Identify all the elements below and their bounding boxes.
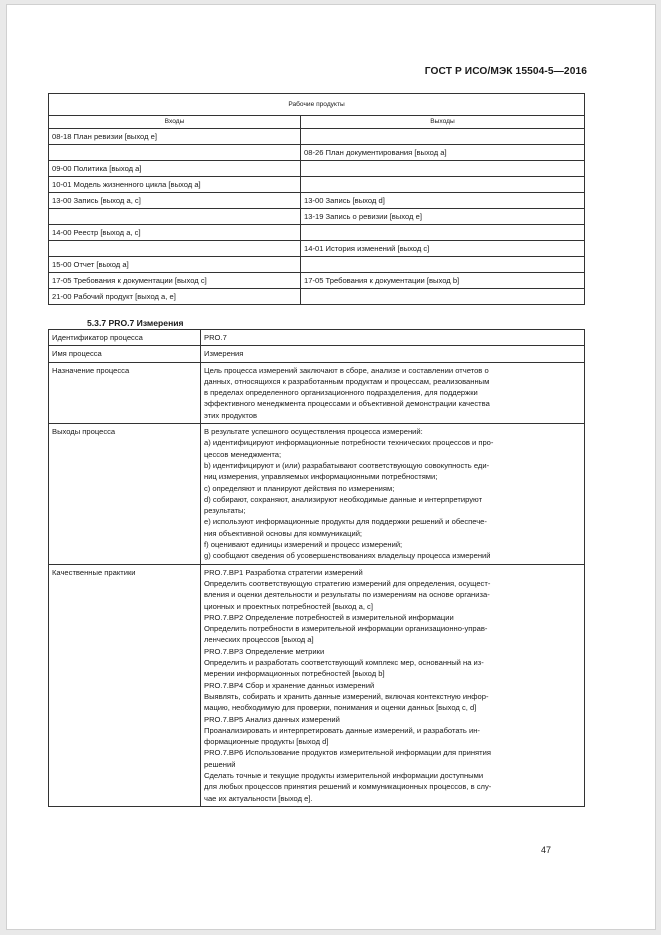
column-header-inputs: Входы: [49, 116, 301, 129]
table-row: [49, 257, 585, 273]
table-title-row: [49, 94, 585, 116]
text-line: ниц измерения, управляемых информационными потребностями;: [204, 472, 438, 482]
input-cell: 21-00 Рабочий продукт [выход a, e]: [49, 289, 301, 305]
input-cell: 14-00 Реестр [выход a, c]: [49, 225, 301, 241]
output-cell: [301, 129, 585, 145]
output-cell: [301, 177, 585, 193]
text-line: результаты;: [204, 506, 246, 516]
input-cell: 17-05 Требования к документации [выход c]: [49, 273, 301, 289]
document-page: [6, 4, 656, 930]
text-line: Проанализировать и интерпретировать данные измерений, и разработать ин-: [204, 725, 480, 735]
table-row: [49, 273, 585, 289]
text-line: Выявлять, собирать и хранить данные измерений, включая контекстную инфор-: [204, 691, 489, 701]
column-header-outputs: Выходы: [301, 116, 585, 129]
process-purpose-row: [49, 362, 585, 423]
text-line: c) определяют и планируют действия по измерениям;: [204, 483, 395, 493]
text-line: e) используют информационные продукты для поддержки решений и обеспече-: [204, 517, 487, 527]
text-line: в пределах определенного организационного подразделения, для поддержки: [204, 388, 478, 398]
process-practices-text: [201, 564, 585, 806]
text-line: вления и оценки деятельности и результаты по измерениям на основе организа-: [204, 590, 490, 600]
input-cell: 08-18 План ревизии [выход e]: [49, 129, 301, 145]
text-line: a) идентифицируют информационные потребности технических процессов и про-: [204, 438, 494, 448]
process-table: [48, 329, 585, 807]
process-outcomes-row: [49, 424, 585, 565]
table-row: [49, 145, 585, 161]
process-practices-row: [49, 564, 585, 806]
process-outcomes-label: Выходы процесса: [49, 424, 201, 565]
text-line: этих продуктов: [204, 410, 258, 420]
text-line: данных, относящихся к разработанным продуктам и процессам, реализованным: [204, 376, 490, 386]
table-row: [49, 209, 585, 225]
page-number: 47: [541, 845, 552, 855]
table-row: [49, 241, 585, 257]
text-line: мацию, необходимую для проверки, понимания и оценки данных [выход c, d]: [204, 703, 477, 713]
text-line: f) оценивают единицы измерений и процесс измерений;: [204, 540, 403, 550]
process-purpose-text: [201, 362, 585, 423]
text-line: эффективного менеджмента процессами и объективной демонстрации качества: [204, 399, 490, 409]
output-cell: [301, 225, 585, 241]
table-row: [49, 289, 585, 305]
text-line: PRO.7.BP6 Использование продуктов измерительной информации для принятия: [204, 748, 491, 758]
input-cell: 10-01 Модель жизненного цикла [выход a]: [49, 177, 301, 193]
text-line: Определить соответствующую стратегию измерений для определения, осущест-: [204, 578, 491, 588]
output-cell: [301, 289, 585, 305]
input-cell: 09-00 Политика [выход a]: [49, 161, 301, 177]
output-cell: [301, 257, 585, 273]
text-line: Цель процесса измерений заключают в сборе, анализе и составлении отчетов о: [204, 365, 489, 375]
text-line: для любых процессов принятия решений и коммуникационных процессов, в слу-: [204, 782, 492, 792]
input-cell: [49, 241, 301, 257]
process-purpose-label: Назначение процесса: [49, 362, 201, 423]
process-id-row: [49, 330, 585, 346]
output-cell: 13-19 Запись о ревизии [выход e]: [301, 209, 585, 225]
text-line: Определить и разработать соответствующий комплекс мер, основанный на из-: [204, 658, 484, 668]
text-line: чае их актуальности [выход e].: [204, 793, 313, 803]
section-heading: 5.3.7 PRO.7 Измерения: [87, 318, 184, 328]
table-row: [49, 225, 585, 241]
text-line: ленческих процессов [выход a]: [204, 635, 314, 645]
output-cell: 14-01 История изменений [выход c]: [301, 241, 585, 257]
text-line: PRO.7.BP4 Сбор и хранение данных измерений: [204, 680, 375, 690]
process-practices-label: Качественные практики: [49, 564, 201, 806]
text-line: В результате успешного осуществления процесса измерений:: [204, 427, 423, 437]
table-header-row: [49, 116, 585, 129]
text-line: b) идентифицируют и (или) разрабатывают соответствующую совокупность еди-: [204, 460, 490, 470]
input-cell: 15-00 Отчет [выход a]: [49, 257, 301, 273]
output-cell: [301, 161, 585, 177]
standard-header: ГОСТ Р ИСО/МЭК 15504-5—2016: [424, 66, 587, 77]
output-cell: 17-05 Требования к документации [выход b]: [301, 273, 585, 289]
text-line: PRO.7.BP1 Разработка стратегии измерений: [204, 567, 363, 577]
work-products-table: [48, 93, 585, 305]
input-cell: [49, 209, 301, 225]
text-line: PRO.7.BP5 Анализ данных измерений: [204, 714, 340, 724]
text-line: цессов менеджмента;: [204, 449, 282, 459]
output-cell: 13-00 Запись [выход d]: [301, 193, 585, 209]
output-cell: 08-26 План документирования [выход a]: [301, 145, 585, 161]
input-cell: 13-00 Запись [выход a, c]: [49, 193, 301, 209]
table-row: [49, 161, 585, 177]
text-line: ния объективной основы для коммуникаций;: [204, 528, 363, 538]
text-line: мерении информационных потребностей [выход b]: [204, 669, 385, 679]
text-line: Определить потребности в измерительной информации организационно-управ-: [204, 624, 488, 634]
table-row: [49, 193, 585, 209]
work-products-title: Рабочие продукты: [49, 94, 585, 116]
text-line: формационные продукты [выход d]: [204, 737, 329, 747]
process-id-value: PRO.7: [201, 330, 585, 346]
text-line: ционных и проектных потребностей [выход a, c]: [204, 601, 373, 611]
process-outcomes-text: [201, 424, 585, 565]
text-line: d) собирают, сохраняют, анализируют необходимые данные и интерпретируют: [204, 494, 483, 504]
process-id-label: Идентификатор процесса: [49, 330, 201, 346]
text-line: решений: [204, 759, 236, 769]
text-line: PRO.7.BP2 Определение потребностей в измерительной информации: [204, 612, 454, 622]
table-row: [49, 129, 585, 145]
process-name-value: Измерения: [201, 346, 585, 362]
table-row: [49, 177, 585, 193]
input-cell: [49, 145, 301, 161]
process-name-label: Имя процесса: [49, 346, 201, 362]
text-line: g) сообщают сведения об усовершенствованиях владельцу процесса измерений: [204, 551, 491, 561]
text-line: Сделать точные и текущие продукты измерительной информации доступными: [204, 770, 484, 780]
text-line: PRO.7.BP3 Определение метрики: [204, 646, 325, 656]
process-name-row: [49, 346, 585, 362]
